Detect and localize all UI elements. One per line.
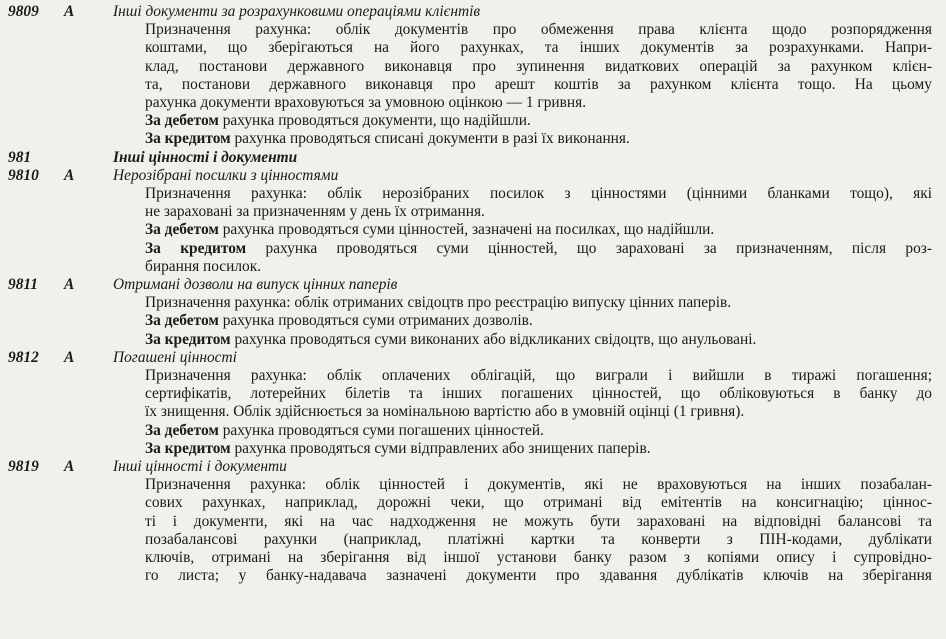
debit-rule (145, 312, 932, 330)
account-entry (8, 458, 932, 585)
debit-label: За дебетом (145, 312, 219, 330)
account-heading (8, 167, 932, 185)
debit-rule (145, 112, 932, 130)
account-code: 9819 (8, 457, 39, 475)
account-code: 9809 (8, 3, 39, 20)
purpose-line: коштами, що зберігаються на його рахунках, та інших документів за розрахунками. Напри- (145, 39, 932, 57)
purpose-line: Призначення рахунка: облік отриманих свідоцтв про реєстрацію випуску цінних паперів. (145, 294, 732, 312)
account-code: 9810 (8, 166, 39, 184)
debit-rule (145, 422, 932, 440)
credit-rule (145, 440, 932, 458)
credit-label: За кредитом (145, 439, 231, 457)
debit-label: За дебетом (145, 221, 219, 239)
account-description (145, 367, 932, 458)
purpose-line: сертифікатів, лотерейних білетів та інших погашених цінностей, що обліковуються в банку до (145, 385, 932, 403)
credit-rule (145, 331, 932, 349)
account-code: 9812 (8, 348, 39, 366)
purpose-line: го листа; у банку-надавача зазначені документи про здавання дублікатів ключів на зберігання (145, 567, 932, 585)
account-activity-type: А (64, 457, 75, 475)
account-title: Інші цінності і документи (113, 457, 287, 475)
credit-text: рахунка проводяться суми виконаних або відкликаних свідоцтв, що анульовані. (230, 330, 757, 348)
purpose-line: ті і документи, які на час надходження не можуть бути зараховані на відповідні балансові та (145, 512, 932, 530)
credit-text: рахунка проводяться суми цінностей, що зараховані за призначенням, після роз- (246, 239, 932, 257)
purpose-line: рахунка документи враховуються за умовною оцінкою — 1 гривня. (145, 93, 587, 111)
account-code: 9811 (8, 275, 38, 293)
credit-label: За кредитом (145, 130, 231, 148)
account-heading (8, 149, 932, 167)
account-code: 981 (8, 148, 32, 166)
purpose-line: та, постанови державного виконавця про арешт коштів за рахунком клієнта тощо. На цьому (145, 75, 932, 93)
account-heading (8, 3, 932, 21)
credit-text: рахунка проводяться списані документи в разі їх виконання. (230, 130, 630, 148)
account-heading (8, 458, 932, 476)
account-group (8, 149, 932, 167)
account-entry (8, 276, 932, 349)
debit-text: рахунка проводяться суми погашених цінностей. (218, 421, 544, 439)
account-activity-type: А (64, 166, 75, 184)
debit-label: За дебетом (145, 421, 219, 439)
account-title: Інші цінності і документи (113, 148, 298, 166)
debit-text: рахунка проводяться суми отриманих дозволів. (218, 312, 533, 330)
account-entry (8, 3, 932, 149)
purpose-line: їх знищення. Облік здійснюється за номінальною вартістю або в умовній оцінці (1 гривня). (145, 403, 745, 421)
account-activity-type: А (64, 348, 75, 366)
account-title: Нерозібрані посилки з цінностями (113, 166, 339, 184)
account-description (145, 476, 932, 585)
credit-text-cont: бирання посилок. (145, 257, 262, 275)
account-description (145, 294, 932, 349)
account-description (145, 21, 932, 148)
account-activity-type: А (64, 275, 75, 293)
account-description (145, 185, 932, 276)
purpose-line: ключів, отримані на зберігання від іншої установи банку разом з копіями опису і супровідно- (145, 548, 932, 566)
debit-rule (145, 221, 932, 239)
credit-rule (145, 240, 932, 258)
purpose-line: позабалансові рахунки (наприклад, платіжні картки та конверти з ПІН-кодами, дублікати (145, 530, 932, 548)
credit-label: За кредитом (145, 330, 231, 348)
purpose-line: клад, постанови державного виконавця про зупинення видаткових операцій за рахунком клієн- (145, 57, 932, 75)
credit-rule (145, 130, 932, 148)
purpose-line: сових рахунках, наприклад, дорожні чеки, що отримані від емітентів на консигнацію; ціннос- (145, 494, 932, 512)
account-title: Інші документи за розрахунковими операціями клієнтів (113, 3, 481, 20)
account-title: Погашені цінності (113, 348, 237, 366)
debit-text: рахунка проводяться суми цінностей, зазначені на посилках, що надійшли. (218, 221, 715, 239)
credit-label: За кредитом (145, 239, 247, 257)
account-entry (8, 167, 932, 276)
account-heading (8, 276, 932, 294)
debit-label: За дебетом (145, 112, 219, 130)
account-entry (8, 349, 932, 458)
account-heading (8, 349, 932, 367)
purpose-line: Призначення рахунка: облік оплачених облігацій, що виграли і вийшли в тиражі погашення; (145, 366, 932, 384)
account-activity-type: А (64, 3, 75, 20)
debit-text: рахунка проводяться документи, що надійшли. (218, 112, 531, 130)
purpose-line: не зараховані за призначенням у день їх отримання. (145, 203, 485, 221)
purpose-line: Призначення рахунка: облік нерозібраних посилок з цінностями (цінними бланками тощо), які (145, 184, 932, 202)
purpose-line: Призначення рахунка: облік документів про обмеження права клієнта щодо розпорядження (145, 21, 932, 39)
credit-text: рахунка проводяться суми відправлених або знищених паперів. (230, 439, 651, 457)
account-title: Отримані дозволи на випуск цінних паперів (113, 275, 398, 293)
purpose-line: Призначення рахунка: облік цінностей і документів, які не враховуються на інших позабалан- (145, 476, 932, 494)
